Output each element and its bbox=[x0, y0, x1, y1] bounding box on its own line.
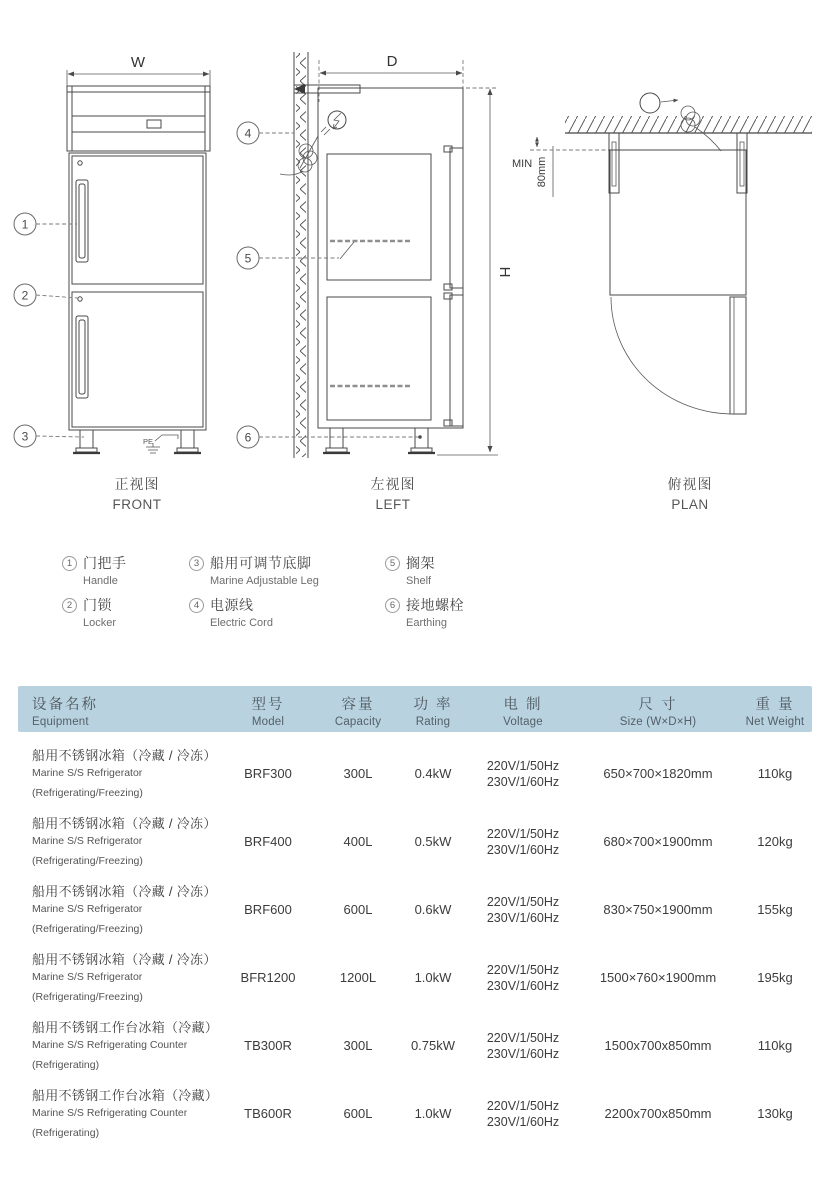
rating-cell: 0.5kW bbox=[414, 834, 452, 849]
model-cell: BRF300 bbox=[244, 766, 292, 781]
callout-3-adjustable-leg bbox=[14, 425, 84, 447]
left-caption-en: LEFT bbox=[375, 497, 411, 512]
legend-label-cn: 电源线 bbox=[210, 597, 254, 613]
left-caption-cn: 左视图 bbox=[370, 476, 416, 492]
svg-text:1: 1 bbox=[21, 217, 29, 232]
equipment-cell: 船用不锈钢冰箱（冷藏 / 冷冻） Marine S/S Refrigerator (Refrigerating/Freezing) bbox=[32, 748, 217, 799]
clearance-value: 80mm bbox=[536, 156, 548, 188]
legend-item-electric-cord bbox=[189, 595, 385, 629]
lower-door-slab bbox=[450, 295, 463, 426]
model-cell: BRF600 bbox=[244, 902, 292, 917]
lower-door bbox=[72, 292, 203, 427]
front-caption-en: FRONT bbox=[112, 497, 162, 512]
header-capacity: 容量 Capacity bbox=[334, 697, 382, 728]
rating-cell: 0.6kW bbox=[414, 902, 452, 917]
voltage-cell: 220V/1/50Hz 230V/1/60Hz bbox=[486, 963, 560, 993]
weight-cell: 120kg bbox=[757, 834, 793, 849]
dim-label-h: H bbox=[496, 266, 513, 278]
left-view-drawing bbox=[237, 52, 513, 458]
legend-label-en: Locker bbox=[83, 617, 117, 629]
equipment-cell: 船用不锈钢工作台冰箱（冷藏） Marine S/S Refrigerating Counter (Refrigerating) bbox=[32, 1020, 219, 1071]
upper-door-handle bbox=[76, 180, 88, 262]
door-swing-arc bbox=[611, 297, 733, 414]
cabinet-top-section bbox=[67, 86, 210, 151]
side-legs bbox=[323, 428, 435, 453]
plan-cabinet bbox=[609, 133, 747, 295]
header-equipment: 设备名称 Equipment bbox=[32, 697, 98, 728]
legend-label-cn: 门把手 bbox=[83, 555, 127, 571]
capacity-cell: 600L bbox=[343, 902, 373, 917]
header-rating: 功 率 Rating bbox=[413, 697, 453, 728]
pe-label: PE bbox=[143, 437, 154, 446]
size-cell: 650×700×1820mm bbox=[603, 766, 713, 781]
upper-door bbox=[72, 156, 203, 284]
rating-cell: 0.4kW bbox=[414, 766, 452, 781]
dim-label-d: D bbox=[386, 53, 398, 70]
rating-cell: 0.75kW bbox=[410, 1038, 456, 1053]
width-dimension bbox=[67, 54, 210, 86]
legend-label-cn: 船用可调节底脚 bbox=[210, 555, 312, 571]
voltage-cell: 220V/1/50Hz 230V/1/60Hz bbox=[486, 1099, 560, 1129]
header-size: 尺 寸 Size (W×D×H) bbox=[619, 697, 697, 728]
lower-door-lock bbox=[78, 297, 82, 301]
legend-item-earthing bbox=[385, 595, 464, 629]
size-cell: 1500×760×1900mm bbox=[599, 970, 717, 985]
header-net-weight: 重 量 Net Weight bbox=[745, 697, 805, 728]
electric-cord-symbol bbox=[280, 111, 346, 175]
weight-cell: 110kg bbox=[757, 1038, 793, 1053]
legend-label-en: Earthing bbox=[406, 617, 447, 629]
callout-2-locker bbox=[14, 284, 78, 306]
capacity-cell: 1200L bbox=[339, 970, 377, 985]
plan-caption-en: PLAN bbox=[671, 497, 709, 512]
technical-drawings bbox=[0, 0, 830, 545]
legend-item-handle bbox=[62, 553, 189, 587]
size-cell: 830×750×1900mm bbox=[603, 902, 713, 917]
callout-6-earthing bbox=[237, 426, 422, 448]
table-row-brf600 bbox=[18, 881, 812, 949]
dim-label-w: W bbox=[130, 54, 146, 71]
weight-cell: 110kg bbox=[757, 766, 793, 781]
capacity-cell: 300L bbox=[343, 766, 373, 781]
capacity-cell: 600L bbox=[343, 1106, 373, 1121]
plan-view-caption bbox=[615, 474, 765, 512]
legend-label-en: Electric Cord bbox=[210, 617, 273, 629]
size-cell: 1500x700x850mm bbox=[604, 1038, 712, 1053]
height-dimension bbox=[437, 88, 513, 455]
door-section bbox=[69, 153, 206, 430]
callout-4-electric-cord bbox=[237, 122, 294, 144]
equipment-cell: 船用不锈钢冰箱（冷藏 / 冷冻） Marine S/S Refrigerator (Refrigerating/Freezing) bbox=[32, 816, 217, 867]
weight-cell: 195kg bbox=[757, 970, 793, 985]
svg-text:6: 6 bbox=[244, 430, 252, 445]
equipment-cell: 船用不锈钢冰箱（冷藏 / 冷冻） Marine S/S Refrigerator (Refrigerating/Freezing) bbox=[32, 884, 217, 935]
legend-item-locker bbox=[62, 595, 189, 629]
voltage-cell: 220V/1/50Hz 230V/1/60Hz bbox=[486, 895, 560, 925]
model-cell: TB300R bbox=[244, 1038, 292, 1053]
upper-door-slab bbox=[450, 148, 463, 288]
model-cell: BRF400 bbox=[244, 834, 292, 849]
header-voltage: 电 制 Voltage bbox=[503, 697, 543, 728]
legend-label-cn: 搁架 bbox=[406, 555, 435, 571]
table-row-bfr1200 bbox=[18, 949, 812, 1017]
control-panel bbox=[147, 120, 161, 128]
weight-cell: 155kg bbox=[757, 902, 793, 917]
table-header bbox=[18, 686, 812, 732]
model-cell: BFR1200 bbox=[240, 970, 296, 985]
upper-compartment bbox=[327, 154, 431, 280]
spec-table bbox=[18, 686, 812, 1153]
voltage-cell: 220V/1/50Hz 230V/1/60Hz bbox=[486, 759, 560, 789]
header-model: 型号 Model bbox=[251, 697, 285, 728]
svg-text:5: 5 bbox=[244, 251, 252, 266]
svg-text:4: 4 bbox=[244, 126, 252, 141]
callout-1-handle bbox=[14, 213, 77, 235]
plan-view-drawing bbox=[512, 93, 812, 414]
legend-num-circle: 6 bbox=[385, 598, 400, 613]
table-row-tb300r bbox=[18, 1017, 812, 1085]
front-view-drawing bbox=[14, 54, 210, 453]
legend-label-en: Shelf bbox=[406, 575, 432, 587]
size-cell: 2200x700x850mm bbox=[604, 1106, 712, 1121]
size-cell: 680×700×1900mm bbox=[603, 834, 713, 849]
legend-label-en: Handle bbox=[83, 575, 118, 587]
equipment-cell: 船用不锈钢工作台冰箱（冷藏） Marine S/S Refrigerating Counter (Refrigerating) bbox=[32, 1088, 219, 1139]
upper-door-lock bbox=[78, 161, 82, 165]
voltage-cell: 220V/1/50Hz 230V/1/60Hz bbox=[486, 1031, 560, 1061]
legend-num-circle: 2 bbox=[62, 598, 77, 613]
legend-num-circle: 3 bbox=[189, 556, 204, 571]
rating-cell: 1.0kW bbox=[414, 1106, 452, 1121]
model-cell: TB600R bbox=[244, 1106, 292, 1121]
capacity-cell: 400L bbox=[343, 834, 373, 849]
lower-door-handle bbox=[76, 316, 88, 398]
side-body bbox=[318, 88, 463, 428]
front-caption-cn: 正视图 bbox=[114, 476, 160, 492]
min-label: MIN bbox=[512, 158, 533, 170]
legend-item-adjustable-leg bbox=[189, 553, 385, 587]
parts-legend bbox=[62, 553, 464, 629]
depth-dimension bbox=[319, 53, 463, 102]
callout-5-shelf bbox=[237, 247, 339, 269]
voltage-cell: 220V/1/50Hz 230V/1/60Hz bbox=[486, 827, 560, 857]
plan-caption-cn: 俯视图 bbox=[667, 476, 713, 492]
svg-text:2: 2 bbox=[21, 288, 29, 303]
bulkhead-wall bbox=[294, 52, 308, 458]
legend-label-en: Marine Adjustable Leg bbox=[210, 575, 319, 587]
table-row-brf300 bbox=[18, 745, 812, 813]
table-row-tb600r bbox=[18, 1085, 812, 1153]
open-door bbox=[730, 297, 746, 414]
table-row-brf400 bbox=[18, 813, 812, 881]
lower-compartment bbox=[327, 297, 431, 420]
weight-cell: 130kg bbox=[757, 1106, 793, 1121]
mounting-bracket bbox=[294, 84, 360, 94]
legend-item-shelf bbox=[385, 553, 464, 587]
legend-num-circle: 5 bbox=[385, 556, 400, 571]
svg-text:3: 3 bbox=[21, 429, 29, 444]
table-body bbox=[18, 732, 812, 1153]
front-view-caption bbox=[62, 474, 212, 512]
legend-label-cn: 门锁 bbox=[83, 597, 112, 613]
open-door-swing bbox=[611, 297, 746, 414]
front-legs bbox=[73, 430, 201, 453]
equipment-cell: 船用不锈钢冰箱（冷藏 / 冷冻） Marine S/S Refrigerator (Refrigerating/Freezing) bbox=[32, 952, 217, 1003]
left-view-caption bbox=[318, 474, 468, 512]
clearance-dimension bbox=[512, 137, 612, 197]
capacity-cell: 300L bbox=[343, 1038, 373, 1053]
legend-num-circle: 4 bbox=[189, 598, 204, 613]
pe-ground-symbol bbox=[143, 435, 178, 453]
rating-cell: 1.0kW bbox=[414, 970, 452, 985]
legend-label-cn: 接地螺栓 bbox=[406, 597, 464, 613]
legend-num-circle: 1 bbox=[62, 556, 77, 571]
